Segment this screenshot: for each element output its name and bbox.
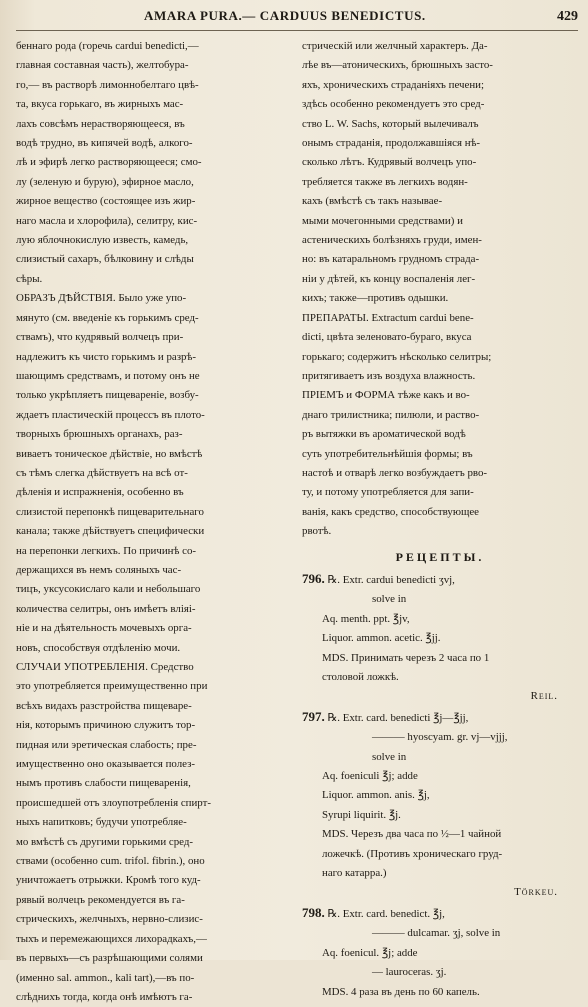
page-number: 429: [557, 9, 578, 24]
recipe: [302, 569, 578, 707]
text-line: го,— въ растворѣ лимоннобелтаго цвѣ-: [16, 78, 199, 91]
recipe-line: [302, 806, 578, 825]
text-line: ныхъ напитковъ; будучи употребляе-: [16, 816, 187, 829]
recipe-text: Liquor. ammon. acetic. ℥jj.: [322, 632, 441, 645]
text-line: лѣе въ—атоническихъ, брюшныхъ засто-: [302, 59, 493, 72]
text-line: кихъ; также—противъ одышки.: [302, 292, 449, 305]
recipe-text: — laurocerаs. ʒj.: [372, 966, 447, 979]
text-line: мо вмѣстѣ съ другими горькими сред-: [16, 835, 194, 848]
recipe-line: [302, 963, 578, 982]
recipe-line: [302, 707, 578, 728]
text-line: ПРІЕМЪ и ФОРМА тѣже какъ и во-: [302, 389, 470, 402]
text-line: наго масла и хлорофила), селитру, кис-: [16, 214, 198, 227]
text-line: это употребляется преимущественно при: [16, 680, 208, 693]
text-line: въ первыхъ—съ разрѣшающими солями: [16, 952, 203, 965]
recipe-line: [302, 610, 578, 629]
recipe-text: solve in: [372, 593, 407, 606]
text-line: (именно sal. ammon., kali tart),—въ по-: [16, 971, 195, 984]
text-line: dicti, цвѣта зеленовато-бураго, вкуса: [302, 331, 472, 344]
text-line: рявый волчецъ рекомендуется въ га-: [16, 893, 185, 906]
text-line: съ тѣмъ слегка дѣйствуетъ на всѣ от-: [16, 466, 188, 479]
recipe-text: Liquor. ammon. anis. ℥j,: [322, 789, 430, 802]
recipe-text: наго катарра.): [322, 867, 387, 880]
recipe-line: [302, 983, 578, 1002]
text-line: ванія, какъ средство, способствующее: [302, 505, 480, 518]
text-line: лу (зеленую и бурую), эфирное масло,: [16, 175, 194, 188]
recipe-line: [302, 767, 578, 786]
recipe-line: [302, 903, 578, 924]
text-line: ОБРАЗЪ ДѢЙСТВІЯ. Было уже упо-: [16, 292, 187, 305]
text-line: притягиваетъ изъ воздуха влажность.: [302, 369, 476, 382]
text-line: сколько лѣтъ. Кудрявый волчецъ упо-: [302, 156, 477, 169]
text-line: имущественно оно оказывается полез-: [16, 758, 196, 771]
recipe-text: ложечкѣ. (Противъ хроническаго груд-: [322, 847, 503, 860]
text-line: ствамъ), что кудрявый волчецъ при-: [16, 331, 184, 344]
text-line: настоѣ и отварѣ легко возбуждаетъ рво-: [302, 466, 488, 479]
text-line: виваетъ тоническое дѣйствіе, но вмѣстѣ: [16, 447, 203, 460]
text-line: лѣ и эфирѣ легко растворяющееся; смо-: [16, 156, 202, 169]
running-head: AMARA PURA.— CARDUUS BENEDICTUS.: [144, 8, 426, 23]
text-line: горькаго; содержитъ нѣсколько селитры;: [302, 350, 492, 363]
recipe-line: [302, 944, 578, 963]
recipe-line: [302, 845, 578, 864]
text-line: нія, которымъ причиною служитъ тор-: [16, 719, 196, 732]
text-line: стрическій или желчный характеръ. Да-: [302, 40, 488, 52]
text-line: количества селитры, онъ имѣетъ вліяі-: [16, 602, 196, 615]
page-header: [16, 8, 578, 31]
text-line: слѣднихъ тогда, когда онѣ имѣютъ га-: [16, 990, 193, 1003]
recipe-line: [302, 569, 578, 590]
recipe-text: MDS. Черезъ два часа по ½—1 чайной: [322, 828, 502, 841]
text-line: дѣленія и испражненія, особенно въ: [16, 486, 184, 499]
text-line: онымъ страданія, продолжавшіяся нѣ-: [302, 137, 481, 150]
text-line: днаго трилистника; пилюли, и раство-: [302, 408, 480, 421]
text-line: мыми мочегонными средствами) и: [302, 214, 463, 227]
recipe-text: solve in: [372, 750, 407, 763]
text-line: ръ вытяжки въ ароматической водѣ: [302, 428, 466, 441]
recipes-heading: РЕЦЕПТЫ.: [395, 549, 485, 564]
recipe-text: столовой ложкѣ.: [322, 671, 399, 683]
text-line: тыхъ и перемежающихся лихорадкахъ,—: [16, 932, 207, 945]
text-line: всѣхъ видахъ разстройства пищеваре-: [16, 699, 192, 712]
text-line: кахъ (вмѣстѣ съ такъ называе-: [302, 195, 443, 208]
text-line: ждаетъ пластическій процессъ въ плото-: [16, 408, 205, 421]
recipe-line: [302, 864, 578, 883]
recipe-line: [302, 629, 578, 648]
text-line: стрическихъ, желчныхъ, нервно-слизис-: [16, 913, 203, 926]
text-line: уничтожаетъ отрыжки. Кромѣ того куд-: [16, 874, 201, 887]
text-line: жирное вещество (состоящее изъ жир-: [16, 195, 196, 208]
recipe-text: Syrupi liquirit. ℥j.: [322, 808, 401, 821]
recipe-line: [302, 924, 578, 943]
right-column-text: [302, 37, 578, 542]
text-line: мянуто (см. введеніе къ горькимъ сред-: [16, 311, 199, 324]
text-line: но: въ катаральномъ грудномъ страда-: [302, 253, 480, 266]
recipe-line: [302, 825, 578, 844]
text-line: новъ, способствуя отдѣленію мочи.: [16, 641, 181, 654]
text-line: надлежитъ къ чисто горькимъ и разрѣ-: [16, 350, 197, 363]
text-line: астеническихъ болѣзняхъ груди, имен-: [302, 234, 482, 247]
text-line: пидная или эретическая слабость; пре-: [16, 738, 197, 751]
text-line: лую яблочнокислую известь, камедь,: [16, 234, 189, 247]
text-line: ство L. W. Sachs, который вылечивалъ: [302, 117, 479, 130]
recipe-text: ℞. Extr. card. benedicti ℥j—℥jj,: [327, 711, 469, 724]
recipe-author: Reil.: [530, 690, 558, 703]
text-line: ту, и потому употребляется для запи-: [302, 486, 474, 499]
text-line: главная составная часть), желтобура-: [16, 59, 189, 72]
recipe-author: Törkeu.: [514, 886, 558, 899]
recipe-text: MDS. Принимать черезъ 2 часа по 1: [322, 651, 490, 664]
text-line: нымъ противъ слабости пищеваренія,: [16, 777, 191, 790]
text-line: слизистой перепонкѣ пищеварительнаго: [16, 505, 204, 518]
text-line: тицъ, уксусокислаго кали и небольшаго: [16, 583, 201, 596]
text-line: сѣры.: [16, 272, 43, 285]
text-line: творныхъ брюшныхъ органахъ, раз-: [16, 428, 183, 441]
text-line: шающимъ средствамъ, и потому онъ не: [16, 369, 200, 382]
left-column: [16, 37, 290, 1007]
recipe-text: ——— dulcamar. ʒj, solve in: [372, 927, 501, 940]
text-line: ПРЕПАРАТЫ. Extractum cardui bene-: [302, 311, 474, 324]
text-line: та, вкуса горькаго, въ жирныхъ мас-: [16, 98, 184, 111]
recipe-line: [302, 748, 578, 767]
recipe-text: ℞. Extr. card. benedict. ℥j,: [327, 907, 445, 920]
text-line: рвотѣ.: [302, 525, 332, 538]
recipe-text: ℞. Extr. cardui benedicti ʒvj,: [327, 573, 455, 586]
recipe-line: [302, 786, 578, 805]
recipe-line: [302, 668, 578, 687]
text-columns: [16, 37, 578, 1007]
text-line: происшедшей отъ злоупотребленія спирт-: [16, 796, 211, 809]
text-line: беннаго рода (горечь cardui benedicti,—: [16, 40, 199, 52]
recipe-number: 796.: [302, 570, 325, 586]
text-line: яхъ, хроническихъ страданіяхъ печени;: [302, 78, 485, 91]
text-line: требляется также въ легкихъ водян-: [302, 175, 468, 188]
recipe-text: Aq. menth. ppt. ℥jv,: [322, 612, 410, 625]
recipe-text: Aq. foenicul. ℥j; adde: [322, 946, 418, 959]
right-column: [302, 37, 578, 1007]
text-line: ствами (особенно cum. trifol. fibrin.), оно: [16, 855, 205, 868]
text-line: ніи у дѣтей, къ концу воспаленія лег-: [302, 272, 476, 285]
text-line: СЛУЧАИ УПОТРЕБЛЕНІЯ. Средство: [16, 661, 194, 673]
recipe: [302, 903, 578, 1002]
recipe-line: [302, 590, 578, 609]
recipe-line: [302, 649, 578, 668]
text-line: только укрѣпляетъ пищевареніе, возбу-: [16, 389, 199, 402]
text-line: лахъ совсѣмъ нерастворяющееся, въ: [16, 117, 185, 130]
text-line: на перепонки легкихъ. По причинѣ со-: [16, 544, 197, 557]
text-line: канала; также дѣйствуетъ специфически: [16, 525, 205, 538]
recipe-text: MDS. 4 раза въ день по 60 капель.: [322, 985, 480, 998]
recipes-list: [302, 569, 578, 1002]
text-line: держащихся въ немъ соляныхъ час-: [16, 563, 182, 576]
recipe-number: 798.: [302, 904, 325, 920]
recipe-number: 797.: [302, 708, 325, 724]
recipe-text: ——— hyoscyam. gr. vj—vjjj,: [372, 731, 508, 744]
text-line: суть употребительнѣйшія формы; въ: [302, 447, 473, 460]
text-line: водѣ трудно, въ кипячей водѣ, алкого-: [16, 137, 193, 150]
text-line: слизистый сахаръ, бѣлковину и слѣды: [16, 253, 194, 266]
recipe-line: [302, 728, 578, 747]
text-line: ніе и на дѣятельность мочевыхъ орга-: [16, 622, 192, 635]
recipe: [302, 707, 578, 903]
text-line: здѣсь особенно рекомендуетъ это сред-: [302, 98, 485, 111]
recipe-text: Aq. foeniculi ℥j; adde: [322, 770, 418, 783]
